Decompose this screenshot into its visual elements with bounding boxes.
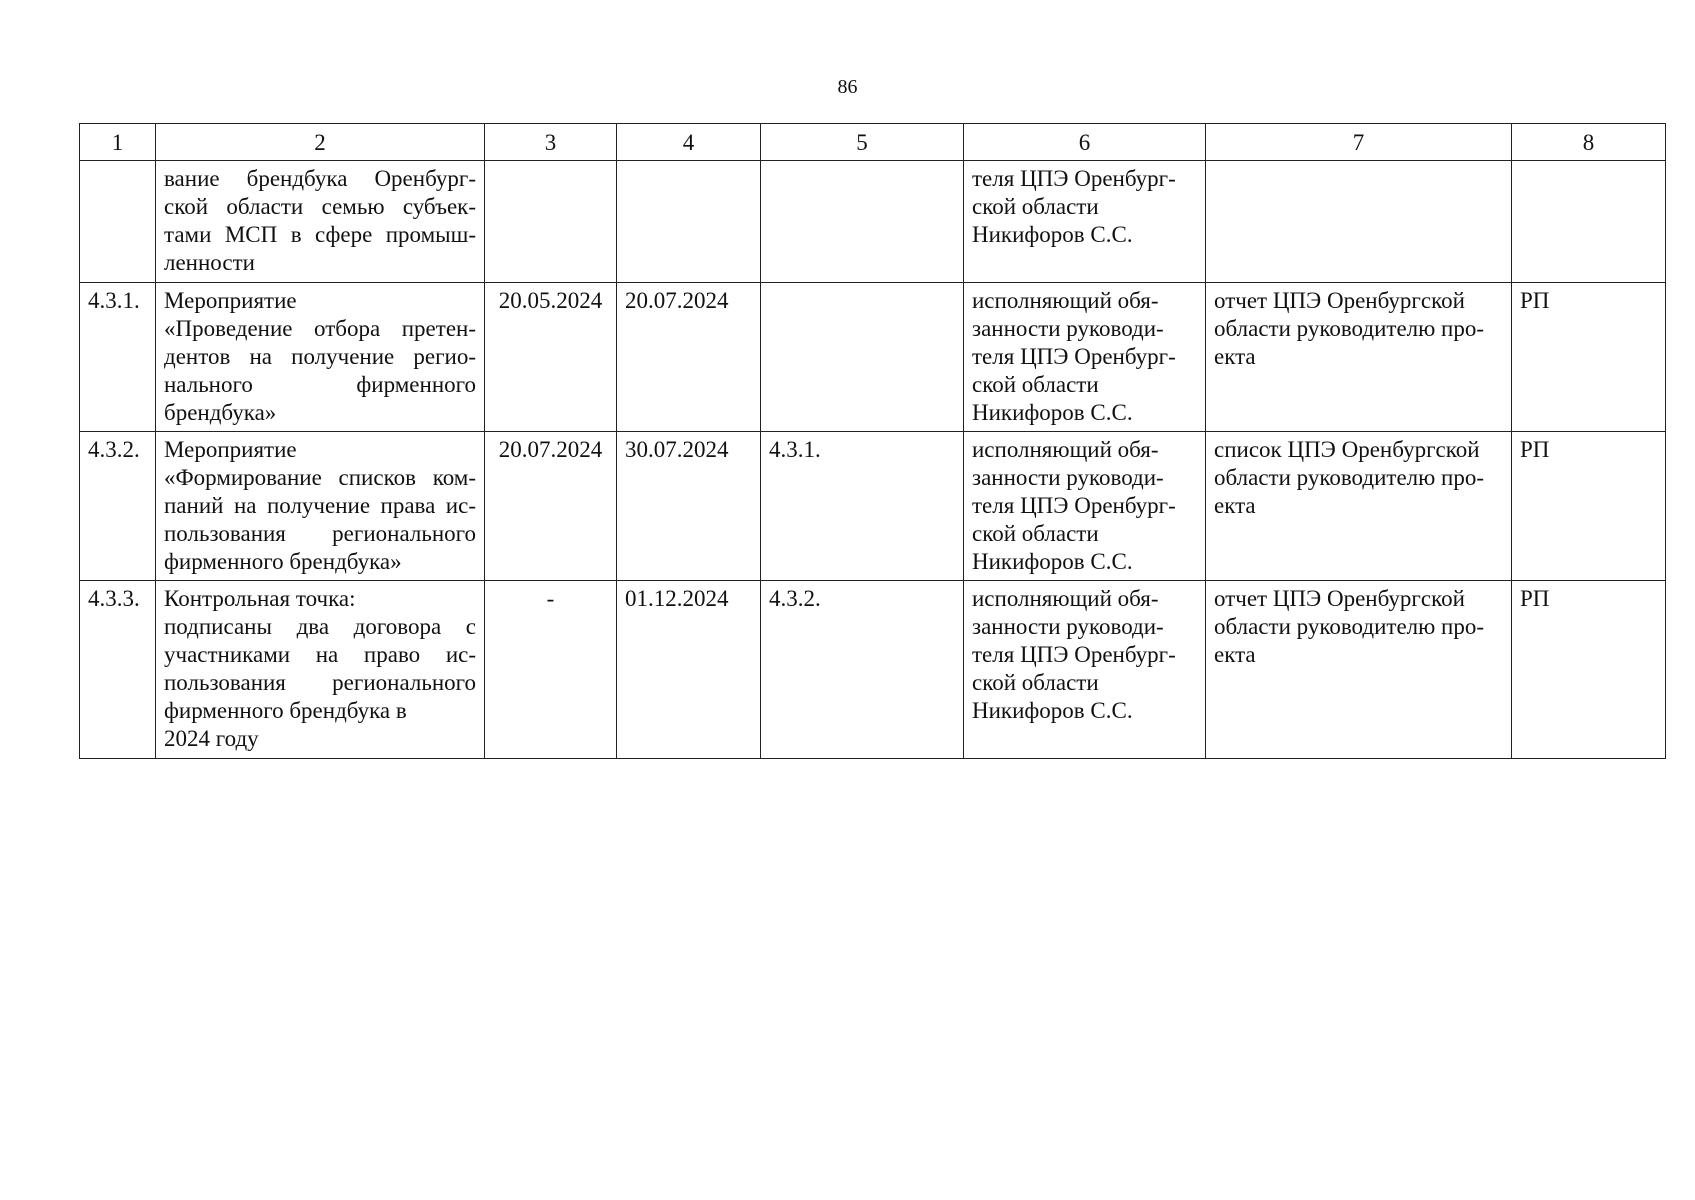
table-row [80, 581, 1666, 759]
responsible-cell-line: занности руководи- [972, 465, 1164, 490]
page-number: 86 [837, 76, 858, 98]
responsible-cell-line: ской области [972, 670, 1099, 695]
responsible-cell-line: теля ЦПЭ Оренбург- [972, 493, 1176, 518]
description-cell [156, 283, 485, 432]
predecessor-cell [761, 161, 964, 283]
table-row [80, 432, 1666, 581]
row-number-cell: 4.3.3. [80, 581, 156, 759]
result-cell-line: екта [1214, 493, 1256, 518]
end-date-cell: 30.07.2024 [617, 432, 761, 581]
description-cell [156, 581, 485, 759]
result-cell-line: области руководителю про- [1214, 316, 1485, 341]
result-cell [1206, 581, 1512, 759]
header-cell: 4 [617, 124, 761, 161]
plan-table [79, 123, 1666, 759]
description-cell-line: тами МСП в сфере промыш- [164, 222, 476, 247]
start-date-cell: 20.07.2024 [485, 432, 617, 581]
result-cell [1206, 161, 1512, 283]
responsible-cell-line: теля ЦПЭ Оренбург- [972, 642, 1176, 667]
header-cell: 1 [80, 124, 156, 161]
responsible-cell-line: занности руководи- [972, 614, 1164, 639]
level-cell: РП [1512, 283, 1666, 432]
result-cell-line: екта [1214, 642, 1256, 667]
description-cell-line: «Формирование списков ком- [164, 465, 476, 490]
table-row [80, 283, 1666, 432]
header-cell: 3 [485, 124, 617, 161]
result-cell-line: екта [1214, 344, 1256, 369]
description-cell-line: дентов на получение регио- [164, 344, 476, 369]
end-date-cell [617, 161, 761, 283]
row-number-cell: 4.3.1. [80, 283, 156, 432]
responsible-cell-line: Никифоров С.С. [972, 698, 1133, 723]
header-cell: 6 [964, 124, 1206, 161]
result-cell-line: список ЦПЭ Оренбургской [1214, 437, 1480, 462]
description-cell-line: нального фирменного [164, 372, 476, 397]
result-cell-line: области руководителю про- [1214, 614, 1485, 639]
responsible-cell-line: Никифоров С.С. [972, 222, 1133, 247]
result-cell-line: области руководителю про- [1214, 465, 1485, 490]
result-cell [1206, 432, 1512, 581]
description-cell-line: пользования регионального [164, 670, 476, 695]
start-date-cell: 20.05.2024 [485, 283, 617, 432]
responsible-cell-line: теля ЦПЭ Оренбург- [972, 344, 1176, 369]
end-date-cell: 01.12.2024 [617, 581, 761, 759]
table-row [80, 161, 1666, 283]
responsible-cell-line: теля ЦПЭ Оренбург- [972, 166, 1176, 191]
responsible-cell [964, 432, 1206, 581]
description-cell [156, 432, 485, 581]
row-number-cell [80, 161, 156, 283]
description-cell-line: Контрольная точка: [164, 586, 356, 611]
level-cell: РП [1512, 432, 1666, 581]
predecessor-cell [761, 283, 964, 432]
description-cell [156, 161, 485, 283]
description-cell-line: ленности [164, 250, 255, 275]
responsible-cell-line: исполняющий обя- [972, 437, 1159, 462]
description-cell-line: паний на получение права ис- [164, 493, 476, 518]
responsible-cell [964, 283, 1206, 432]
description-cell-line: участниками на право ис- [164, 642, 476, 667]
description-cell-line: пользования регионального [164, 521, 476, 546]
description-cell-line: 2024 году [164, 726, 259, 751]
description-cell-line: «Проведение отбора претен- [164, 316, 476, 341]
predecessor-cell: 4.3.1. [761, 432, 964, 581]
responsible-cell [964, 161, 1206, 283]
predecessor-cell: 4.3.2. [761, 581, 964, 759]
header-row [80, 124, 1666, 161]
description-cell-line: вание брендбука Оренбург- [164, 166, 476, 191]
responsible-cell-line: ской области [972, 521, 1099, 546]
description-cell-line: Мероприятие [164, 288, 297, 313]
level-cell: РП [1512, 581, 1666, 759]
responsible-cell-line: занности руководи- [972, 316, 1164, 341]
description-cell-line: подписаны два договора с [164, 614, 476, 639]
header-cell: 5 [761, 124, 964, 161]
responsible-cell-line: исполняющий обя- [972, 586, 1159, 611]
header-cell: 2 [156, 124, 485, 161]
row-number-cell: 4.3.2. [80, 432, 156, 581]
result-cell [1206, 283, 1512, 432]
responsible-cell-line: Никифоров С.С. [972, 549, 1133, 574]
level-cell [1512, 161, 1666, 283]
responsible-cell [964, 581, 1206, 759]
result-cell-line: отчет ЦПЭ Оренбургской [1214, 288, 1465, 313]
end-date-cell: 20.07.2024 [617, 283, 761, 432]
header-cell: 8 [1512, 124, 1666, 161]
plan-table-body [80, 124, 1666, 759]
responsible-cell-line: исполняющий обя- [972, 288, 1159, 313]
header-cell: 7 [1206, 124, 1512, 161]
description-cell-line: брендбука» [164, 400, 277, 425]
description-cell-line: ской области семью субъек- [164, 194, 476, 219]
description-cell-line: Мероприятие [164, 437, 297, 462]
responsible-cell-line: ской области [972, 372, 1099, 397]
responsible-cell-line: ской области [972, 194, 1099, 219]
start-date-cell: - [485, 581, 617, 759]
description-cell-line: фирменного брендбука в [164, 698, 407, 723]
responsible-cell-line: Никифоров С.С. [972, 400, 1133, 425]
result-cell-line: отчет ЦПЭ Оренбургской [1214, 586, 1465, 611]
description-cell-line: фирменного брендбука» [164, 549, 402, 574]
start-date-cell [485, 161, 617, 283]
